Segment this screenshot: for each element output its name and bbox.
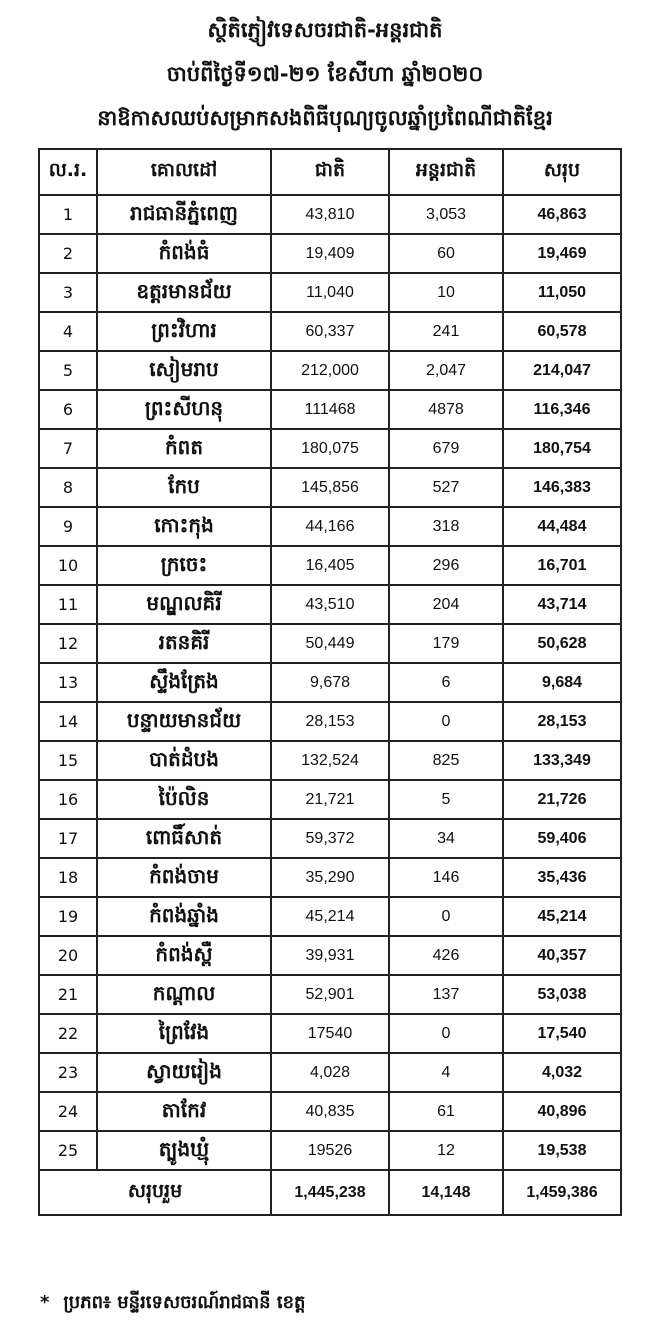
table-row [39,819,621,858]
table-row [39,780,621,819]
table-body [39,195,621,1170]
row-international: 12 [389,1131,503,1170]
row-number: 21 [39,975,97,1014]
table-row [39,390,621,429]
summary-national: 1,445,238 [271,1170,389,1215]
row-destination: ពោធិ៍សាត់ [97,819,271,858]
row-national: 35,290 [271,858,389,897]
row-total: 21,726 [503,780,621,819]
row-national: 43,510 [271,585,389,624]
header-destination: គោលដៅ [97,149,271,195]
row-number: 9 [39,507,97,546]
title-line-3: នាឱកាសឈប់សម្រាកសងពិធីបុណ្យចូលឆ្នាំប្រពៃណីជាតិខ្មែរ [97,106,553,130]
table-row [39,1131,621,1170]
row-international: 0 [389,1014,503,1053]
row-national: 111468 [271,390,389,429]
table-row [39,663,621,702]
row-number: 15 [39,741,97,780]
row-number: 16 [39,780,97,819]
row-number: 20 [39,936,97,975]
summary-total: 1,459,386 [503,1170,621,1215]
row-number: 22 [39,1014,97,1053]
row-total: 43,714 [503,585,621,624]
row-national: 16,405 [271,546,389,585]
table-row [39,897,621,936]
table-row [39,975,621,1014]
row-number: 19 [39,897,97,936]
row-number: 18 [39,858,97,897]
row-total: 45,214 [503,897,621,936]
row-destination: កោះកុង [97,507,271,546]
row-international: 241 [389,312,503,351]
row-destination: កែប [97,468,271,507]
row-national: 21,721 [271,780,389,819]
tourist-statistics-table [38,148,622,1216]
row-international: 527 [389,468,503,507]
row-number: 1 [39,195,97,234]
row-number: 14 [39,702,97,741]
row-international: 2,047 [389,351,503,390]
summary-row [39,1170,621,1215]
title-block [0,8,650,140]
row-destination: ព្រះសីហនុ [97,390,271,429]
row-total: 44,484 [503,507,621,546]
row-national: 59,372 [271,819,389,858]
row-international: 4 [389,1053,503,1092]
row-national: 145,856 [271,468,389,507]
table-row [39,273,621,312]
row-national: 45,214 [271,897,389,936]
row-national: 50,449 [271,624,389,663]
row-number: 2 [39,234,97,273]
row-total: 59,406 [503,819,621,858]
footnote-text: ប្រភព៖ មន្ទីរទេសចរណ៍រាជធានី ខេត្ត [63,1292,306,1313]
table-row [39,351,621,390]
row-international: 146 [389,858,503,897]
row-international: 0 [389,897,503,936]
row-international: 679 [389,429,503,468]
row-national: 28,153 [271,702,389,741]
table-row [39,429,621,468]
title-line-2: ចាប់ពីថ្ងៃទី១៧-២១ ខែសីហា ឆ្នាំ២០២០ [166,62,484,86]
row-international: 61 [389,1092,503,1131]
row-total: 35,436 [503,858,621,897]
row-international: 60 [389,234,503,273]
row-destination: សៀមរាប [97,351,271,390]
row-destination: តាកែវ [97,1092,271,1131]
row-destination: រាជធានីភ្នំពេញ [97,195,271,234]
row-total: 146,383 [503,468,621,507]
row-number: 11 [39,585,97,624]
table-row [39,507,621,546]
row-national: 17540 [271,1014,389,1053]
row-national: 11,040 [271,273,389,312]
row-national: 9,678 [271,663,389,702]
source-footnote [40,1290,305,1317]
header-no: ល.រ. [39,149,97,195]
row-destination: ក្រចេះ [97,546,271,585]
row-total: 17,540 [503,1014,621,1053]
header-total: សរុប [503,149,621,195]
row-total: 60,578 [503,312,621,351]
table-row [39,624,621,663]
row-number: 10 [39,546,97,585]
row-international: 318 [389,507,503,546]
row-number: 8 [39,468,97,507]
row-national: 40,835 [271,1092,389,1131]
row-national: 212,000 [271,351,389,390]
header-national: ជាតិ [271,149,389,195]
row-destination: ត្បូងឃ្មុំ [97,1131,271,1170]
row-number: 7 [39,429,97,468]
row-total: 4,032 [503,1053,621,1092]
row-total: 19,538 [503,1131,621,1170]
row-international: 4878 [389,390,503,429]
row-number: 13 [39,663,97,702]
row-total: 53,038 [503,975,621,1014]
row-international: 825 [389,741,503,780]
row-international: 34 [389,819,503,858]
row-destination: រតនគិរី [97,624,271,663]
row-destination: កំពត [97,429,271,468]
footnote-asterisk: * [40,1292,50,1313]
table-row [39,936,621,975]
table-row [39,741,621,780]
row-international: 6 [389,663,503,702]
row-international: 204 [389,585,503,624]
row-destination: មណ្ឌលគិរី [97,585,271,624]
row-total: 11,050 [503,273,621,312]
row-international: 3,053 [389,195,503,234]
row-number: 6 [39,390,97,429]
row-national: 43,810 [271,195,389,234]
table-row [39,1053,621,1092]
row-total: 116,346 [503,390,621,429]
row-national: 52,901 [271,975,389,1014]
row-number: 3 [39,273,97,312]
row-total: 28,153 [503,702,621,741]
row-destination: ស្ទឹងត្រែង [97,663,271,702]
row-destination: កំពង់ឆ្នាំង [97,897,271,936]
row-total: 16,701 [503,546,621,585]
row-destination: កំពង់ចាម [97,858,271,897]
row-number: 12 [39,624,97,663]
row-national: 132,524 [271,741,389,780]
row-international: 5 [389,780,503,819]
table-row [39,546,621,585]
table-row [39,195,621,234]
row-national: 19526 [271,1131,389,1170]
row-total: 9,684 [503,663,621,702]
row-number: 23 [39,1053,97,1092]
row-national: 19,409 [271,234,389,273]
row-international: 0 [389,702,503,741]
row-national: 44,166 [271,507,389,546]
table-row [39,312,621,351]
summary-international: 14,148 [389,1170,503,1215]
row-national: 60,337 [271,312,389,351]
table-row [39,858,621,897]
row-number: 25 [39,1131,97,1170]
table-row [39,585,621,624]
row-destination: ស្វាយរៀង [97,1053,271,1092]
row-total: 40,357 [503,936,621,975]
row-number: 4 [39,312,97,351]
row-destination: កំពង់ស្ពឺ [97,936,271,975]
title-line-1: ស្ថិតិភ្ញៀវទេសចរជាតិ-អន្តរជាតិ [207,18,443,42]
row-total: 133,349 [503,741,621,780]
row-national: 180,075 [271,429,389,468]
row-destination: បាត់ដំបង [97,741,271,780]
table-row [39,234,621,273]
table-row [39,702,621,741]
row-total: 19,469 [503,234,621,273]
row-destination: ប៉ៃលិន [97,780,271,819]
table-header-row [39,149,621,195]
row-destination: កំពង់ធំ [97,234,271,273]
row-total: 180,754 [503,429,621,468]
row-destination: ព្រះវិហារ [97,312,271,351]
row-destination: ព្រៃវែង [97,1014,271,1053]
row-international: 426 [389,936,503,975]
row-number: 24 [39,1092,97,1131]
row-total: 46,863 [503,195,621,234]
row-national: 4,028 [271,1053,389,1092]
row-destination: កណ្ដាល [97,975,271,1014]
row-international: 137 [389,975,503,1014]
table-row [39,1092,621,1131]
row-total: 40,896 [503,1092,621,1131]
header-international: អន្តរជាតិ [389,149,503,195]
row-national: 39,931 [271,936,389,975]
row-number: 5 [39,351,97,390]
row-international: 10 [389,273,503,312]
table-row [39,468,621,507]
row-total: 214,047 [503,351,621,390]
summary-label: សរុបរួម [39,1170,271,1215]
row-number: 17 [39,819,97,858]
row-total: 50,628 [503,624,621,663]
row-destination: បន្ទាយមានជ័យ [97,702,271,741]
row-international: 296 [389,546,503,585]
row-destination: ឧត្តរមានជ័យ [97,273,271,312]
table-row [39,1014,621,1053]
row-international: 179 [389,624,503,663]
